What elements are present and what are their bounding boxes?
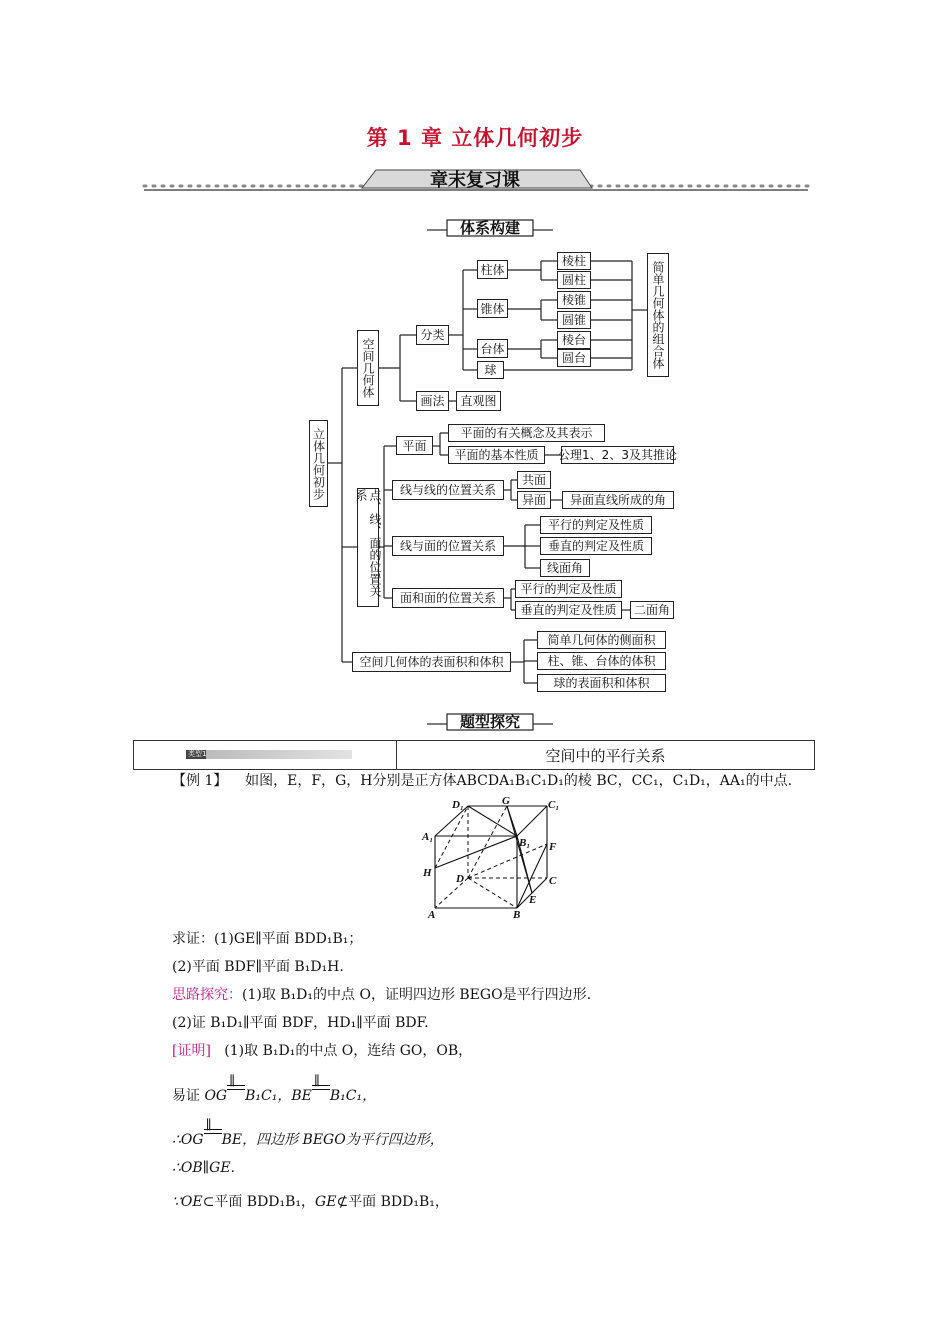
tree-node-dihedral: 二面角 [630,601,674,619]
proof-line-2 [172,1074,377,1105]
thinking-line-2: (2)证 B₁D₁∥平面 BDF，HD₁∥平面 BDF. [172,1015,429,1031]
section-title-types: 题型探究 [459,713,520,731]
cube-label-c: C [549,875,557,887]
tree-node-line-plane: 线与面的位置关系 [392,536,504,556]
thinking-text: (1)取 B₁D₁的中点 O，证明四边形 BEGO是平行四边形. [242,987,592,1003]
type-title: 空间中的平行关系 [545,746,666,765]
prove-line-1: 求证：(1)GE∥平面 BDD₁B₁； [172,931,363,947]
segment-og: OG [204,1088,228,1104]
tree-node-cone-like: 锥体 [477,299,508,318]
tree-node-frustum-like: 台体 [477,339,508,358]
tree-branch-area-volume: 空间几何体的表面积和体积 [352,652,511,672]
therefore-og: ∴OG [172,1132,204,1148]
tree-node-prism: 棱柱 [557,252,591,270]
tree-node-pp-parallel: 平行的判定及性质 [515,580,622,598]
type-label: 类型1 [188,750,207,758]
tree-branch-positions: 点、线、面的位置关系 [357,488,379,607]
cube-label-a: A [428,909,436,921]
tree-node-intuitive-graph: 直观图 [456,391,501,411]
tree-node-skew: 异面 [517,491,551,509]
segment-ge: GE [315,1194,337,1210]
tree-node-frustum-pyramid: 棱台 [557,331,591,349]
tree-node-sphere: 球 [477,361,504,379]
cube-label-d: D [456,873,464,885]
tree-node-pp-perpendicular: 垂直的判定及性质 [515,601,622,619]
tree-node-skew-angle: 异面直线所成的角 [562,491,674,509]
tree-node-sphere-area-volume: 球的表面积和体积 [537,674,666,692]
tree-node-axioms: 公理1、2、3及其推论 [558,448,677,462]
tree-node-coplanar: 共面 [517,471,551,489]
cube-label-e: E [529,894,537,906]
proof-line-5-b: 平面 BDD₁B₁， [348,1194,449,1210]
example-text: 如图，E，F，G，H分别是正方体ABCDA₁B₁C₁D₁的棱 BC，CC₁，C₁D₁，AA₁的中点. [245,773,793,789]
tree-node-cylinder: 圆柱 [557,271,591,289]
tree-node-plane-concepts: 平面的有关概念及其表示 [448,424,605,442]
tree-node-frustum-cone: 圆台 [557,349,591,367]
proof-line-4: ∴OB∥GE. [172,1160,235,1176]
tree-node-lp-perpendicular: 垂直的判定及性质 [540,537,652,555]
type-label-bar [186,750,352,759]
cube-label-g: G [502,796,510,807]
tree-node-volumes: 柱、锥、台体的体积 [537,652,666,670]
prove-line-2: (2)平面 BDF∥平面 B₁D₁H. [172,959,344,975]
tree-root: 立体几何初步 [309,420,328,507]
banner-title: 章末复习课 [430,170,520,191]
proof-line-3-text: BE，四边形 BEGO为平行四边形， [221,1132,444,1148]
thinking-label: 思路探究： [172,987,242,1003]
tree-node-classification: 分类 [416,325,449,345]
tree-node-prism-like: 柱体 [477,260,508,279]
parallel-equal-icon: ∥ [312,1087,330,1105]
parallel-equal-icon: ∥ [227,1087,245,1105]
thinking-line-1 [172,986,591,1004]
cube-label-f: F [549,841,557,853]
type-table [133,740,815,770]
because-oe: ∵OE [172,1194,203,1210]
tree-node-line-line: 线与线的位置关系 [392,480,504,500]
proof-line-3 [172,1118,444,1149]
tree-branch-solids: 空间几何体 [357,330,379,406]
cube-label-b: B [513,909,521,921]
tree-node-lp-parallel: 平行的判定及性质 [540,516,652,534]
proof-line-1 [172,1042,472,1060]
cube-figure [420,796,570,926]
example-line [172,772,792,790]
cube-label-h: H [423,867,432,879]
segment-b1c1-b: B₁C₁， [329,1088,377,1104]
segment-b1c1-a: B₁C₁， [245,1088,292,1104]
proof-label: [证明] [172,1043,211,1059]
tree-node-plane-plane: 面和面的位置关系 [392,588,504,608]
proof-text: (1)取 B₁D₁的中点 O，连结 GO，OB， [224,1043,473,1059]
segment-be: BE [291,1088,312,1104]
section-title-system: 体系构建 [459,219,520,237]
subset-symbol: ⊂ [202,1194,215,1210]
tree-node-composite: 简单几何体的组合体 [647,253,669,377]
tree-node-lateral-area: 简单几何体的侧面积 [537,631,666,649]
tree-node-lp-angle: 线面角 [540,559,590,577]
tree-node-plane: 平面 [396,436,433,455]
easy-proof-label: 易证 [172,1088,205,1104]
tree-node-cone: 圆锥 [557,311,591,329]
tree-node-pyramid: 棱锥 [557,291,591,309]
proof-line-5-a: 平面 BDD₁B₁， [214,1194,316,1210]
tree-node-plane-properties: 平面的基本性质 [448,446,545,464]
chapter-title: 第 1 章 立体几何初步 [366,126,584,150]
example-tag: 【例 1】 [172,773,228,789]
type-label-cell [134,741,397,769]
cube-label-d1: D₁ [452,799,464,811]
cube-label-c1: C₁ [548,799,560,811]
cube-label-a1: A₁ [422,831,434,843]
not-subset-symbol: ⊄ [336,1194,349,1210]
tree-node-drawing: 画法 [416,391,449,411]
proof-line-5 [172,1193,449,1211]
parallel-equal-icon: ∥ [204,1131,222,1149]
cube-label-b1: B₁ [519,837,531,849]
